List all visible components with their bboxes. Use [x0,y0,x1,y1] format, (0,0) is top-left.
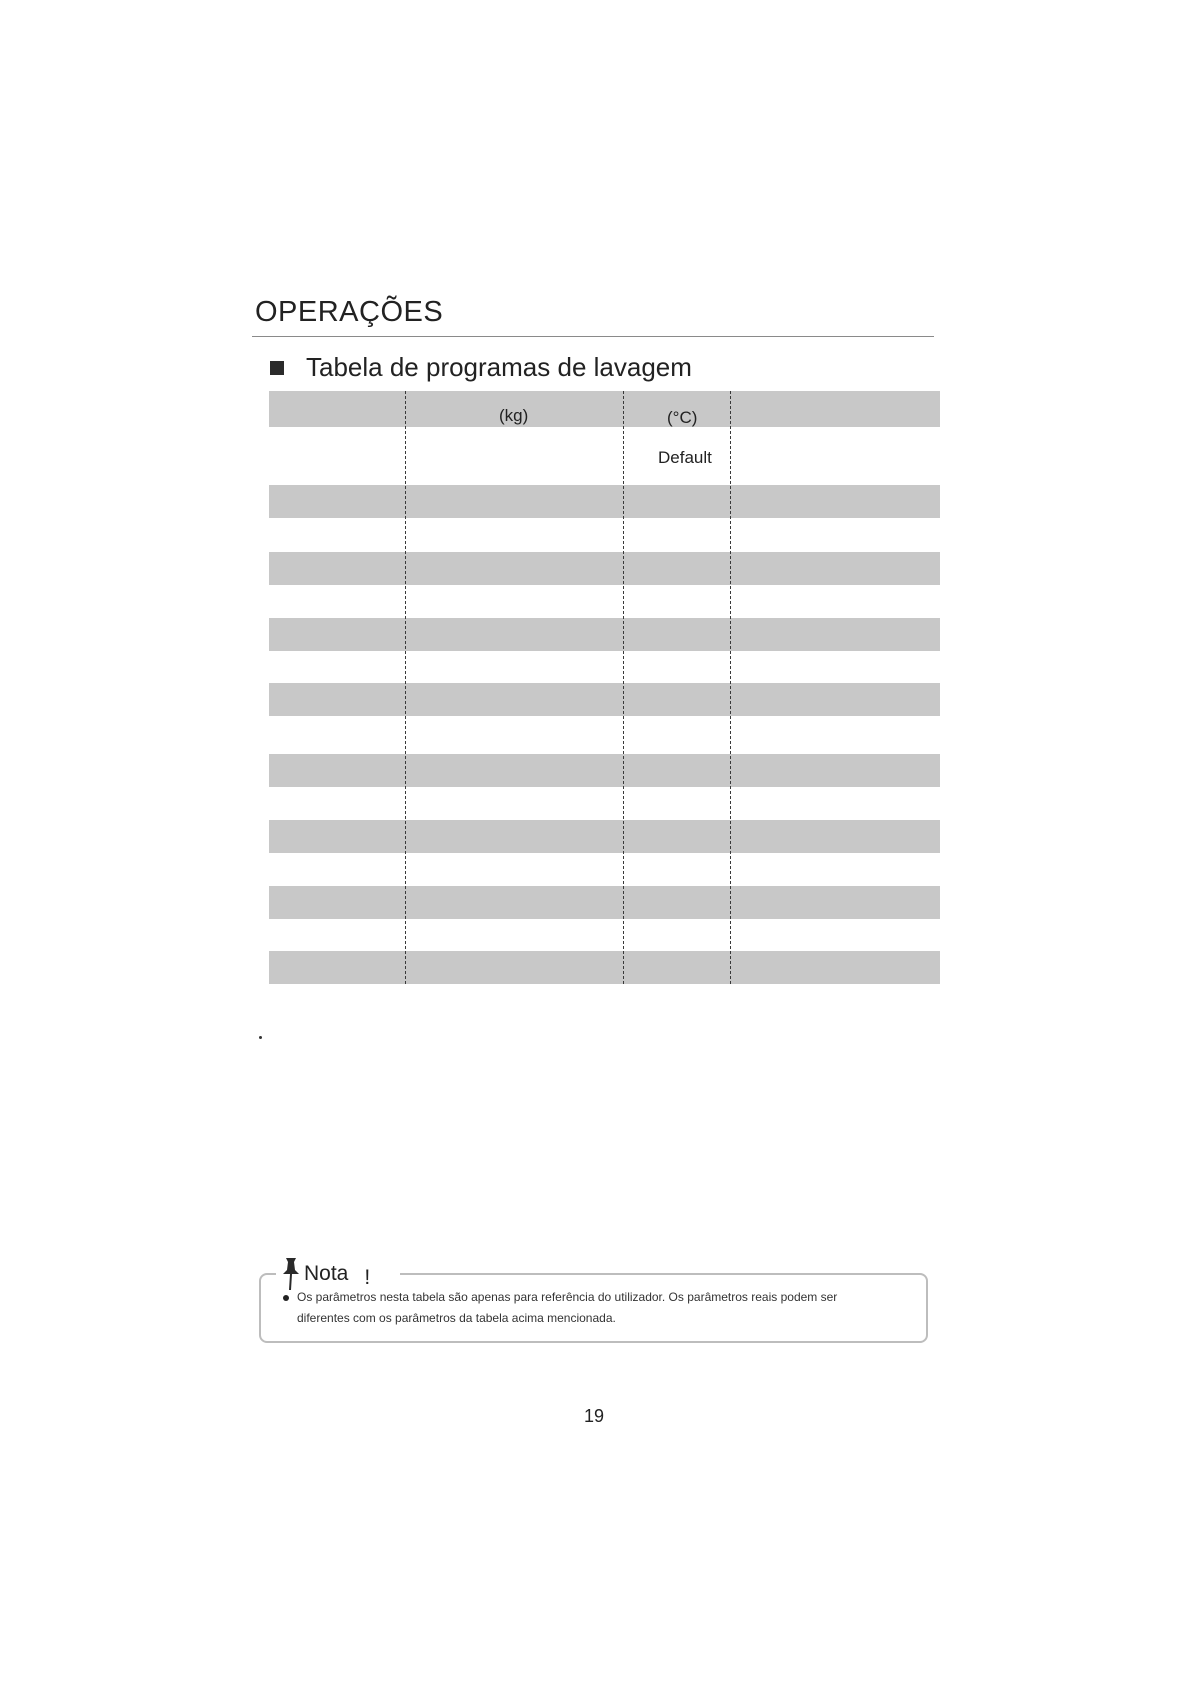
note-label: Nota [304,1262,349,1285]
table-row-band [269,951,940,984]
table-row-band [269,820,940,853]
table-row-band [269,485,940,518]
table-row-band [269,886,940,919]
note-text-line-2: diferentes com os parâmetros da tabela acima mencionada. [297,1311,616,1325]
column-divider [623,391,624,984]
section-title: OPERAÇÕES [255,296,444,328]
column-divider [730,391,731,984]
note-bullet-icon [283,1295,289,1301]
load-header: (kg) [499,406,529,425]
column-divider [405,391,406,984]
table-header-band [269,391,940,427]
table-subtitle: Tabela de programas de lavagem [306,352,692,382]
temperature-default-label: Default [658,448,712,467]
note-heading [276,1252,400,1292]
wash-program-table [269,391,940,984]
pushpin-icon [280,1256,302,1292]
note-text-line-1: Os parâmetros nesta tabela são apenas para referência do utilizador. Os parâmetros reais podem ser [297,1290,838,1304]
square-bullet-icon [270,361,284,375]
table-row-band [269,552,940,585]
subtitle-row [270,352,692,383]
stray-dot [259,1036,262,1039]
title-divider [252,336,934,337]
table-row-band [269,754,940,787]
page-number: 19 [584,1406,605,1426]
temperature-header: (°C) [667,408,698,427]
table-row-band [269,618,940,651]
table-row-band [269,683,940,716]
note-exclamation: ! [364,1266,371,1289]
